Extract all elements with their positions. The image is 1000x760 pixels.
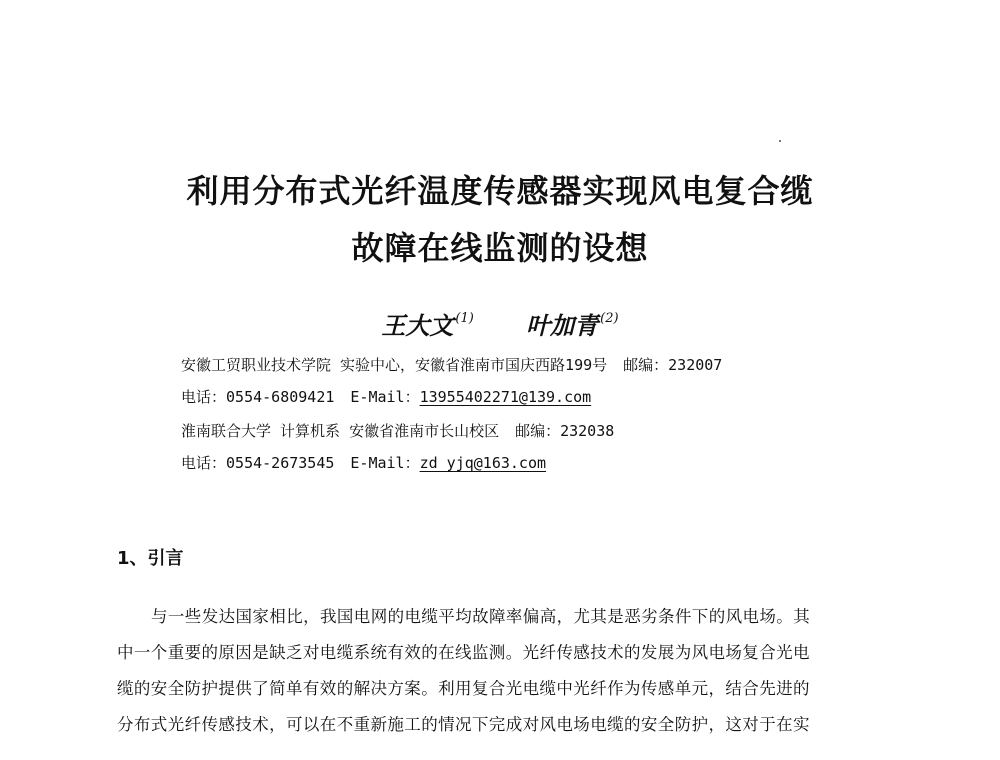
paper-title-line-2: 故障在线监测的设想: [351, 229, 649, 267]
contact-1-email-link[interactable]: 13955402271@139.com: [419, 388, 592, 406]
contact-2-phone: 0554-2673545: [226, 454, 335, 472]
contact-2-email-link[interactable]: zd_yjq@163.com: [419, 454, 547, 472]
scan-speck: [779, 140, 781, 142]
contact-1: [181, 386, 591, 407]
contact-1-phone: 0554-6809421: [226, 388, 335, 406]
section-heading-introduction: 1、引言: [117, 548, 184, 569]
author-2: [526, 306, 618, 341]
affiliation-1-postcode-label: 邮编：: [623, 356, 669, 374]
paper-title-line-1: 利用分布式光纤温度传感器实现风电复合缆: [186, 172, 814, 210]
author-line: [0, 306, 1000, 341]
affiliation-1-text: 安徽工贸职业技术学院 实验中心，安徽省淮南市国庆西路199号: [181, 356, 608, 374]
contact-1-email-label: E-Mail：: [350, 388, 420, 406]
contact-1-phone-label: 电话：: [181, 388, 227, 406]
paragraph-line-2: 中一个重要的原因是缺乏对电缆系统有效的在线监测。光纤传感技术的发展为风电场复合光电: [117, 643, 810, 662]
contact-2: [181, 452, 546, 473]
introduction-paragraph: [117, 599, 897, 743]
paragraph-line-3: 缆的安全防护提供了简单有效的解决方案。利用复合光电缆中光纤作为传感单元，结合先进的: [117, 679, 810, 698]
author-2-marker: (2): [600, 311, 619, 326]
author-1-name: 王大文: [381, 311, 454, 340]
contact-2-phone-label: 电话：: [181, 454, 227, 472]
contact-2-email-label: E-Mail：: [350, 454, 420, 472]
affiliation-1-postcode: 232007: [668, 356, 723, 374]
affiliation-2-text: 淮南联合大学 计算机系 安徽省淮南市长山校区: [181, 422, 500, 440]
affiliation-2: [181, 420, 614, 441]
paragraph-line-1: 与一些发达国家相比，我国电网的电缆平均故障率偏高，尤其是恶劣条件下的风电场。其: [151, 607, 811, 626]
affiliation-1: [181, 354, 722, 375]
author-2-name: 叶加青: [526, 311, 599, 340]
affiliation-2-postcode: 232038: [560, 422, 615, 440]
paragraph-line-4: 分布式光纤传感技术，可以在不重新施工的情况下完成对风电场电缆的安全防护，这对于在实: [117, 715, 810, 734]
author-1: [381, 306, 473, 341]
affiliation-2-postcode-label: 邮编：: [515, 422, 561, 440]
author-1-marker: (1): [455, 311, 474, 326]
